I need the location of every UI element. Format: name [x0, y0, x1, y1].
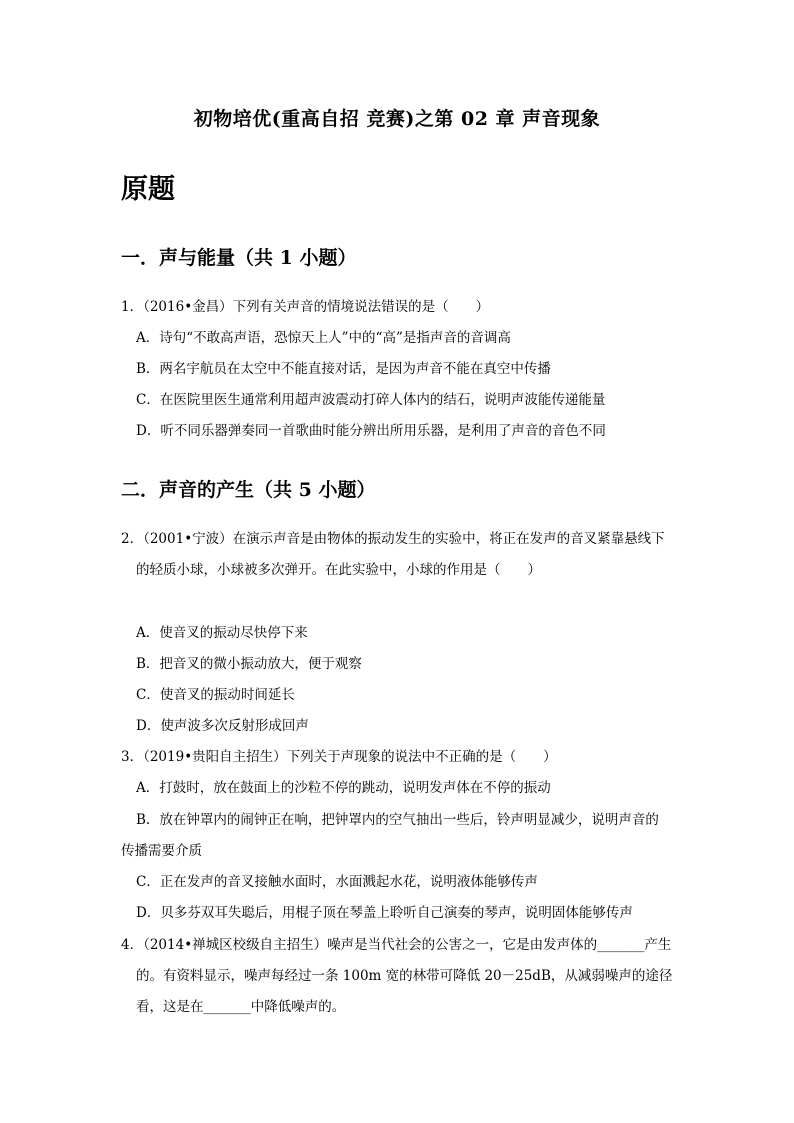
question-2-stem-line2: 的轻质小球，小球被多次弹开。在此实验中，小球的作用是（ ）: [136, 562, 541, 578]
question-3-option-d: D．贝多芬双耳失聪后，用棍子顶在琴盖上聆听自己演奏的琴声，说明固体能够传声: [136, 905, 633, 921]
question-3-stem: 3．（2019•贵阳自主招生）下列关于声现象的说法中不正确的是（ ）: [121, 749, 557, 765]
question-3-option-c: C．正在发声的音叉接触水面时，水面溅起水花，说明液体能够传声: [136, 874, 538, 890]
section-heading-1: 一．声与能量（共 1 小题）: [121, 247, 357, 269]
question-3-option-a: A．打鼓时，放在鼓面上的沙粒不停的跳动，说明发声体在不停的振动: [136, 780, 551, 796]
question-2-option-b: B．把音叉的微小振动放大，便于观察: [136, 656, 362, 672]
question-1-option-d: D．听不同乐器弹奏同一首歌曲时能分辨出所用乐器，是利用了声音的音色不同: [136, 423, 606, 439]
question-1-option-b: B．两名宇航员在太空中不能直接对话，是因为声音不能在真空中传播: [136, 361, 551, 377]
section-heading-2: 二．声音的产生（共 5 小题）: [121, 479, 376, 501]
page-heading: 原题: [121, 174, 175, 205]
question-3-option-b-line1: B．放在钟罩内的闹钟正在响，把钟罩内的空气抽出一些后，铃声明显减少，说明声音的: [136, 812, 659, 828]
question-1-option-c: C．在医院里医生通常利用超声波震动打碎人体内的结石，说明声波能传递能量: [136, 392, 606, 408]
question-2-option-d: D．使声波多次反射形成回声: [136, 718, 309, 734]
document-title: 初物培优(重高自招 竞赛)之第 02 章 声音现象: [193, 108, 601, 130]
question-2-option-c: C．使音叉的振动时间延长: [136, 687, 295, 703]
question-1-option-a: A．诗句“不敢高声语，恐惊天上人”中的“高”是指声音的音调高: [136, 330, 511, 346]
question-2-stem-line1: 2．（2001•宁波）在演示声音是由物体的振动发生的实验中，将正在发声的音叉紧靠悬线下: [121, 531, 665, 547]
question-4-line2: 的。有资料显示，噪声每经过一条 100m 宽的林带可降低 20－25dB，从减弱噪声的途径: [136, 968, 673, 984]
question-4-line1: 4．（2014•禅城区校级自主招生）噪声是当代社会的公害之一，它是由发声体的_______产生: [121, 937, 672, 953]
question-4-line3: 看，这是在_______中降低噪声的。: [136, 999, 346, 1015]
question-2-option-a: A．使音叉的振动尽快停下来: [136, 625, 308, 641]
question-1-stem: 1．（2016•金昌）下列有关声音的情境说法错误的是（ ）: [121, 299, 490, 315]
question-3-option-b-line2: 传播需要介质: [121, 843, 202, 859]
